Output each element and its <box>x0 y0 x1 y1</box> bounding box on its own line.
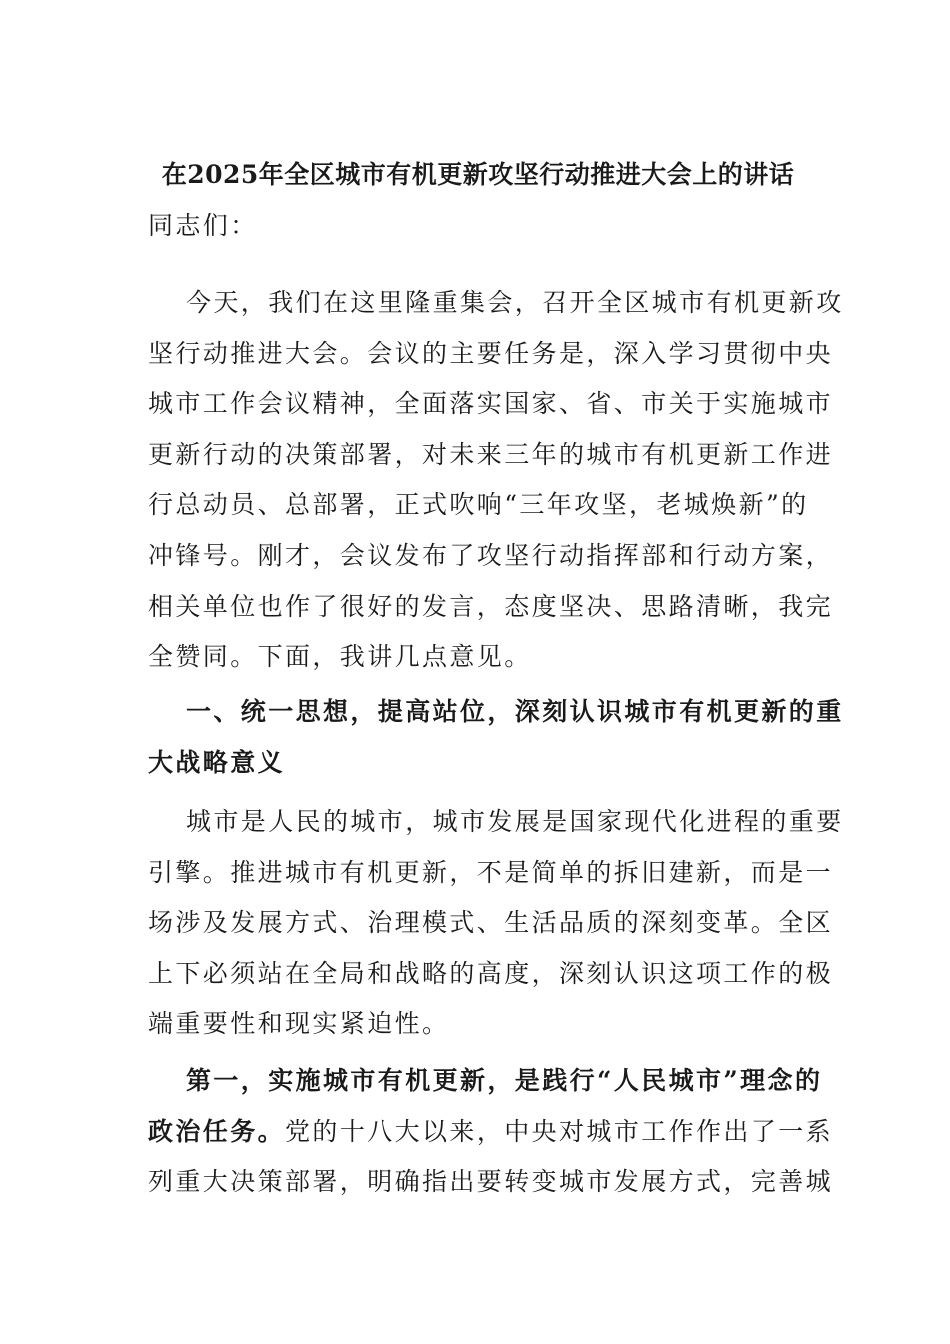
paragraph-line-rest: 党的十八大以来，中央对城市工作作出了一系 <box>285 1116 834 1146</box>
paragraph-line: 城市工作会议精神，全面落实国家、省、市关于实施城市 <box>148 389 834 419</box>
section-heading-1 <box>148 687 844 788</box>
document-title: 在2025年全区城市有机更新攻坚行动推进大会上的讲话 <box>161 160 795 189</box>
paragraph-line: 端重要性和现实紧迫性。 <box>148 1009 450 1039</box>
salutation <box>148 201 804 252</box>
paragraph-line: 更新行动的决策部署，对未来三年的城市有机更新工作进 <box>148 439 834 469</box>
paragraph-section-1 <box>148 797 844 1050</box>
paragraph-line: 全赞同。下面，我讲几点意见。 <box>148 642 532 672</box>
paragraph-line: 上下必须站在全局和战略的高度，深刻认识这项工作的极 <box>148 958 834 988</box>
paragraph-line: 坚行动推进大会。会议的主要任务是，深入学习贯彻中央 <box>148 338 834 368</box>
paragraph-line <box>148 1107 834 1158</box>
paragraph-point-1 <box>148 1056 834 1208</box>
paragraph-line: 相关单位也作了很好的发言，态度坚决、思路清晰，我完 <box>148 591 834 621</box>
paragraph-line: 今天，我们在这里隆重集会，召开全区城市有机更新攻 <box>186 288 844 317</box>
paragraph-line: 行总动员、总部署，正式吹响“三年攻坚，老城焕新”的 <box>148 490 809 520</box>
heading-line: 大战略意义 <box>148 747 286 777</box>
paragraph-opening <box>148 278 844 683</box>
point-heading-line: 第一，实施城市有机更新，是践行“人民城市”理念的 <box>186 1066 823 1095</box>
paragraph-line: 引擎。推进城市有机更新，不是简单的拆旧建新，而是一 <box>148 857 834 887</box>
paragraph-line: 场涉及发展方式、治理模式、生活品质的深刻变革。全区 <box>148 908 834 938</box>
paragraph-line: 列重大决策部署，明确指出要转变城市发展方式，完善城 <box>148 1167 834 1197</box>
heading-line: 一、统一思想，提高站位，深刻认识城市有机更新的重 <box>186 697 844 726</box>
point-heading-end: 政治任务。 <box>148 1116 286 1146</box>
paragraph-line: 城市是人民的城市，城市发展是国家现代化进程的重要 <box>186 807 844 836</box>
paragraph-line: 冲锋号。刚才，会议发布了攻坚行动指挥部和行动方案， <box>148 540 834 570</box>
salutation-text: 同志们： <box>148 211 258 240</box>
